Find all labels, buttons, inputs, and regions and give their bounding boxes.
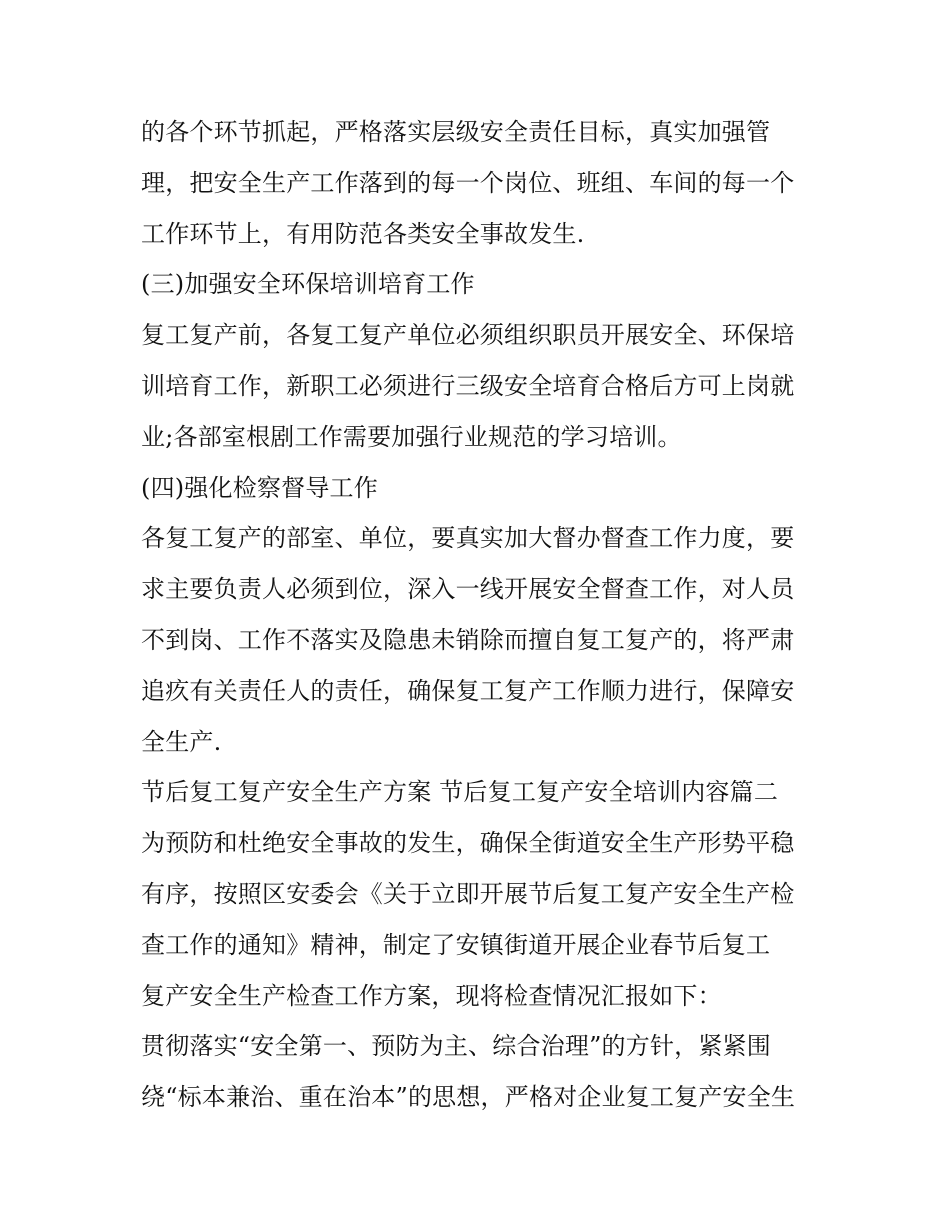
text-line: 为预防和杜绝安全事故的发生，确保全街道安全生产形势平稳 <box>141 829 795 858</box>
section-title: 节后复工复产安全生产方案 节后复工复产安全培训内容篇二 <box>141 778 779 807</box>
text-line: 的各个环节抓起，严格落实层级安全责任目标，真实加强管 <box>141 118 771 146</box>
text-line: 不到岗、工作不落实及隐患未销除而擅自复工复产的，将严肃 <box>141 625 795 654</box>
text-line: 查工作的通知》精神，制定了安镇街道开展企业春节后复工 <box>141 930 771 959</box>
text-line: 工作环节上，有用防范各类安全事故发生. <box>141 219 585 248</box>
document-body <box>141 107 821 1123</box>
text-line: 训培育工作，新职工必须进行三级安全培育合格后方可上岗就 <box>141 371 795 400</box>
text-line: 业;各部室根剧工作需要加强行业规范的学习培训。 <box>141 422 682 451</box>
text-line: 追疚有关责任人的责任，确保复工复产工作顺力进行，保障安 <box>141 676 795 705</box>
text-line: 求主要负责人必须到位，深入一线开展安全督查工作，对人员 <box>141 575 795 604</box>
text-line: 理，把安全生产工作落到的每一个岗位、班组、车间的每一个 <box>141 168 795 197</box>
text-line: 全生产. <box>141 727 222 756</box>
text-line: 复工复产前，各复工复产单位必须组织职员开展安全、环保培 <box>141 321 795 350</box>
text-line: 贯彻落实“安全第一、预防为主、综合治理”的方针，紧紧围 <box>141 1032 771 1061</box>
text-line: 绕“标本兼治、重在治本”的思想，严格对企业复工复产安全生 <box>141 1083 796 1112</box>
section-heading: (四)强化检察督导工作 <box>141 473 378 502</box>
text-line: 复产安全生产检查工作方案，现将检查情况汇报如下： <box>141 981 722 1010</box>
section-heading: (三)加强安全环保培训培育工作 <box>141 270 475 299</box>
text-line: 各复工复产的部室、单位，要真实加大督办督查工作力度，要 <box>141 524 795 553</box>
text-line: 有序，按照区安委会《关于立即开展节后复工复产安全生产检 <box>141 879 795 908</box>
